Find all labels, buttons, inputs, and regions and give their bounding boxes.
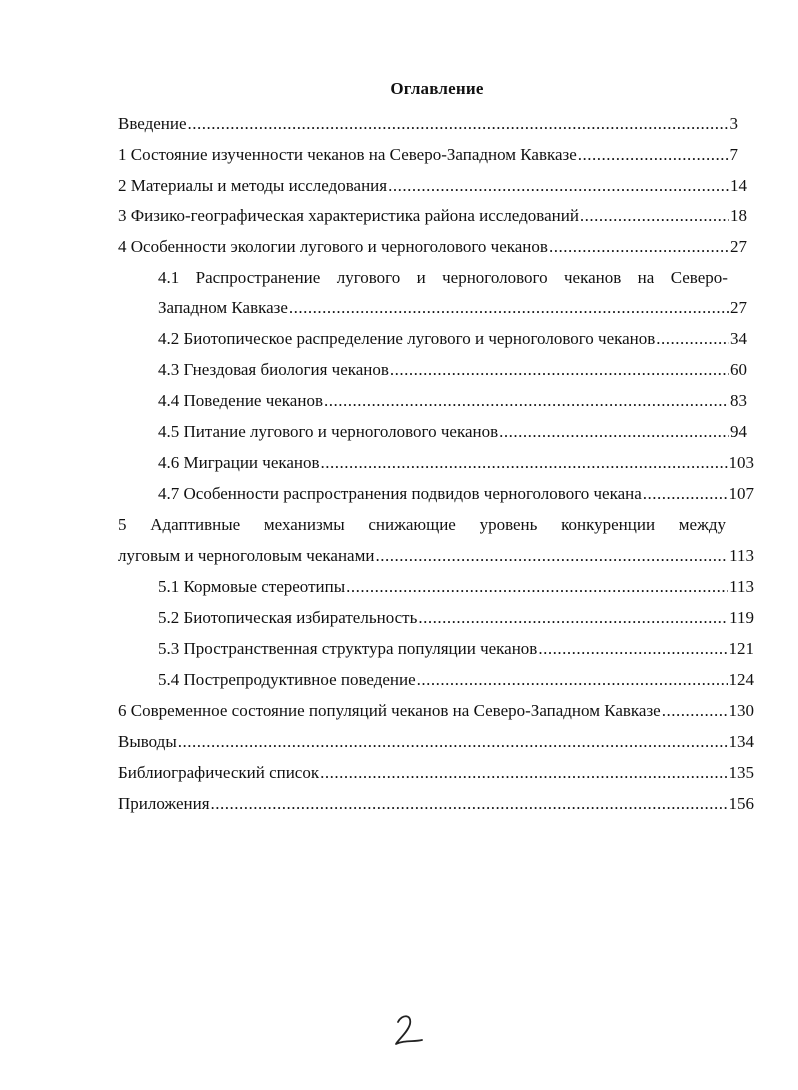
toc-entry-label: 4.5 Питание лугового и черноголового чеканов bbox=[158, 422, 499, 441]
toc-word: 5 bbox=[118, 515, 127, 534]
toc-entry-bibliography[interactable] bbox=[118, 758, 754, 788]
toc-entry-label: 4.2 Биотопическое распределение лугового и черноголового чеканов bbox=[158, 329, 656, 348]
toc-entry-label: 4.3 Гнездовая биология чеканов bbox=[158, 360, 389, 379]
dot-leader bbox=[549, 232, 729, 262]
toc-word: лугового bbox=[336, 268, 401, 287]
toc-entry-intro[interactable] bbox=[118, 109, 738, 139]
toc-entry-appendices[interactable] bbox=[118, 789, 754, 819]
dot-leader bbox=[656, 324, 729, 354]
toc-entry-label: Западном Кавказе bbox=[158, 298, 288, 317]
toc-page-number: 83 bbox=[730, 391, 747, 410]
toc-page-number: 18 bbox=[730, 206, 747, 225]
toc-entry-label: 4.6 Миграции чеканов bbox=[158, 453, 320, 472]
toc-entry-section-4-1-line1[interactable] bbox=[158, 263, 728, 293]
toc-page-number: 27 bbox=[730, 298, 747, 317]
toc-word: Северо- bbox=[670, 268, 728, 287]
toc-page-number: 34 bbox=[730, 329, 747, 348]
dot-leader bbox=[375, 541, 728, 571]
toc-page-number: 130 bbox=[728, 701, 754, 720]
toc-title: Оглавление bbox=[390, 79, 484, 98]
dot-leader bbox=[324, 386, 729, 416]
toc-entry-label: Введение bbox=[118, 114, 187, 133]
dot-leader bbox=[390, 355, 729, 385]
toc-entry-chapter-6[interactable] bbox=[118, 696, 754, 726]
toc-entry-section-5-2[interactable] bbox=[158, 603, 754, 633]
toc-entry-label: Выводы bbox=[118, 732, 177, 751]
toc-entry-label: 3 Физико-географическая характеристика района исследований bbox=[118, 206, 579, 225]
toc-word: 4.1 bbox=[158, 268, 180, 287]
toc-page-number: 107 bbox=[728, 484, 754, 503]
toc-page-number: 121 bbox=[728, 639, 754, 658]
dot-leader bbox=[289, 293, 729, 323]
dot-leader bbox=[211, 789, 728, 819]
toc-word: Распространение bbox=[195, 268, 321, 287]
dot-leader bbox=[580, 201, 729, 231]
toc-entry-section-5-1[interactable] bbox=[158, 572, 754, 602]
toc-entry-chapter-3[interactable] bbox=[118, 201, 747, 231]
toc-word: уровень bbox=[479, 515, 538, 534]
dot-leader bbox=[188, 109, 729, 139]
toc-page-number: 113 bbox=[729, 577, 754, 596]
toc-word: на bbox=[637, 268, 655, 287]
toc-word: черноголового bbox=[442, 268, 548, 287]
toc-entry-chapter-4[interactable] bbox=[118, 232, 747, 262]
toc-page-number: 7 bbox=[729, 145, 738, 164]
dot-leader bbox=[418, 603, 728, 633]
toc-word: между bbox=[678, 515, 726, 534]
toc-page-number: 27 bbox=[730, 237, 747, 256]
toc-entry-label: 5.2 Биотопическая избирательность bbox=[158, 608, 418, 627]
toc-entry-section-4-3[interactable] bbox=[158, 355, 747, 385]
toc-page-number: 156 bbox=[728, 794, 754, 813]
toc-page-number: 3 bbox=[729, 114, 738, 133]
toc-entry-label: 5.4 Пострепродуктивное поведение bbox=[158, 670, 416, 689]
toc-word: чеканов bbox=[563, 268, 622, 287]
dot-leader bbox=[578, 140, 729, 170]
dot-leader bbox=[662, 696, 728, 726]
toc-word: и bbox=[416, 268, 426, 287]
toc-page-number: 134 bbox=[728, 732, 754, 751]
toc-page-number: 94 bbox=[730, 422, 747, 441]
toc-entry-label: 4 Особенности экологии лугового и черноголового чеканов bbox=[118, 237, 548, 256]
toc-page-number: 135 bbox=[728, 763, 754, 782]
toc-entry-section-4-4[interactable] bbox=[158, 386, 747, 416]
dot-leader bbox=[388, 171, 729, 201]
toc-entry-section-4-2[interactable] bbox=[158, 324, 747, 354]
toc-entry-section-4-6[interactable] bbox=[158, 448, 754, 478]
toc-entry-section-4-5[interactable] bbox=[158, 417, 747, 447]
toc-page-number: 103 bbox=[728, 453, 754, 472]
dot-leader bbox=[321, 448, 728, 478]
toc-word: механизмы bbox=[263, 515, 345, 534]
toc-entry-label: 1 Состояние изученности чеканов на Северо-Западном Кавказе bbox=[118, 145, 577, 164]
toc-page-number: 124 bbox=[728, 670, 754, 689]
handwritten-page-mark bbox=[388, 1010, 428, 1050]
dot-leader bbox=[643, 479, 728, 509]
dot-leader bbox=[178, 727, 728, 757]
toc-entry-label: 5.1 Кормовые стереотипы bbox=[158, 577, 346, 596]
dot-leader bbox=[320, 758, 727, 788]
toc-word: конкуренции bbox=[561, 515, 656, 534]
toc-entry-label: Библиографический список bbox=[118, 763, 320, 782]
toc-entry-chapter-1[interactable] bbox=[118, 140, 738, 170]
toc-page-number: 119 bbox=[729, 608, 754, 627]
toc-page-number: 60 bbox=[730, 360, 747, 379]
toc-entry-section-4-1[interactable] bbox=[158, 293, 747, 323]
toc-entry-section-4-7[interactable] bbox=[158, 479, 754, 509]
toc-entry-chapter-5[interactable] bbox=[118, 541, 754, 571]
toc-entry-chapter-5-line1[interactable] bbox=[118, 510, 726, 540]
toc-page-number: 14 bbox=[730, 176, 747, 195]
toc-entry-chapter-2[interactable] bbox=[118, 171, 747, 201]
toc-entry-label: 4.7 Особенности распространения подвидов черноголового чекана bbox=[158, 484, 642, 503]
dot-leader bbox=[499, 417, 729, 447]
toc-page-number: 113 bbox=[729, 546, 754, 565]
toc-entry-label: 4.4 Поведение чеканов bbox=[158, 391, 323, 410]
toc-entry-label: Приложения bbox=[118, 794, 210, 813]
toc-entry-label: 2 Материалы и методы исследования bbox=[118, 176, 388, 195]
toc-entry-section-5-4[interactable] bbox=[158, 665, 754, 695]
toc-entry-conclusions[interactable] bbox=[118, 727, 754, 757]
dot-leader bbox=[417, 665, 728, 695]
dot-leader bbox=[538, 634, 727, 664]
toc-word: Адаптивные bbox=[150, 515, 241, 534]
toc-entry-label: 6 Современное состояние популяций чеканов на Северо-Западном Кавказе bbox=[118, 701, 661, 720]
dot-leader bbox=[346, 572, 728, 602]
toc-entry-label: луговым и черноголовым чеканами bbox=[118, 546, 375, 565]
toc-word: снижающие bbox=[368, 515, 456, 534]
toc-entry-label: 5.3 Пространственная структура популяции чеканов bbox=[158, 639, 538, 658]
toc-entry-section-5-3[interactable] bbox=[158, 634, 754, 664]
